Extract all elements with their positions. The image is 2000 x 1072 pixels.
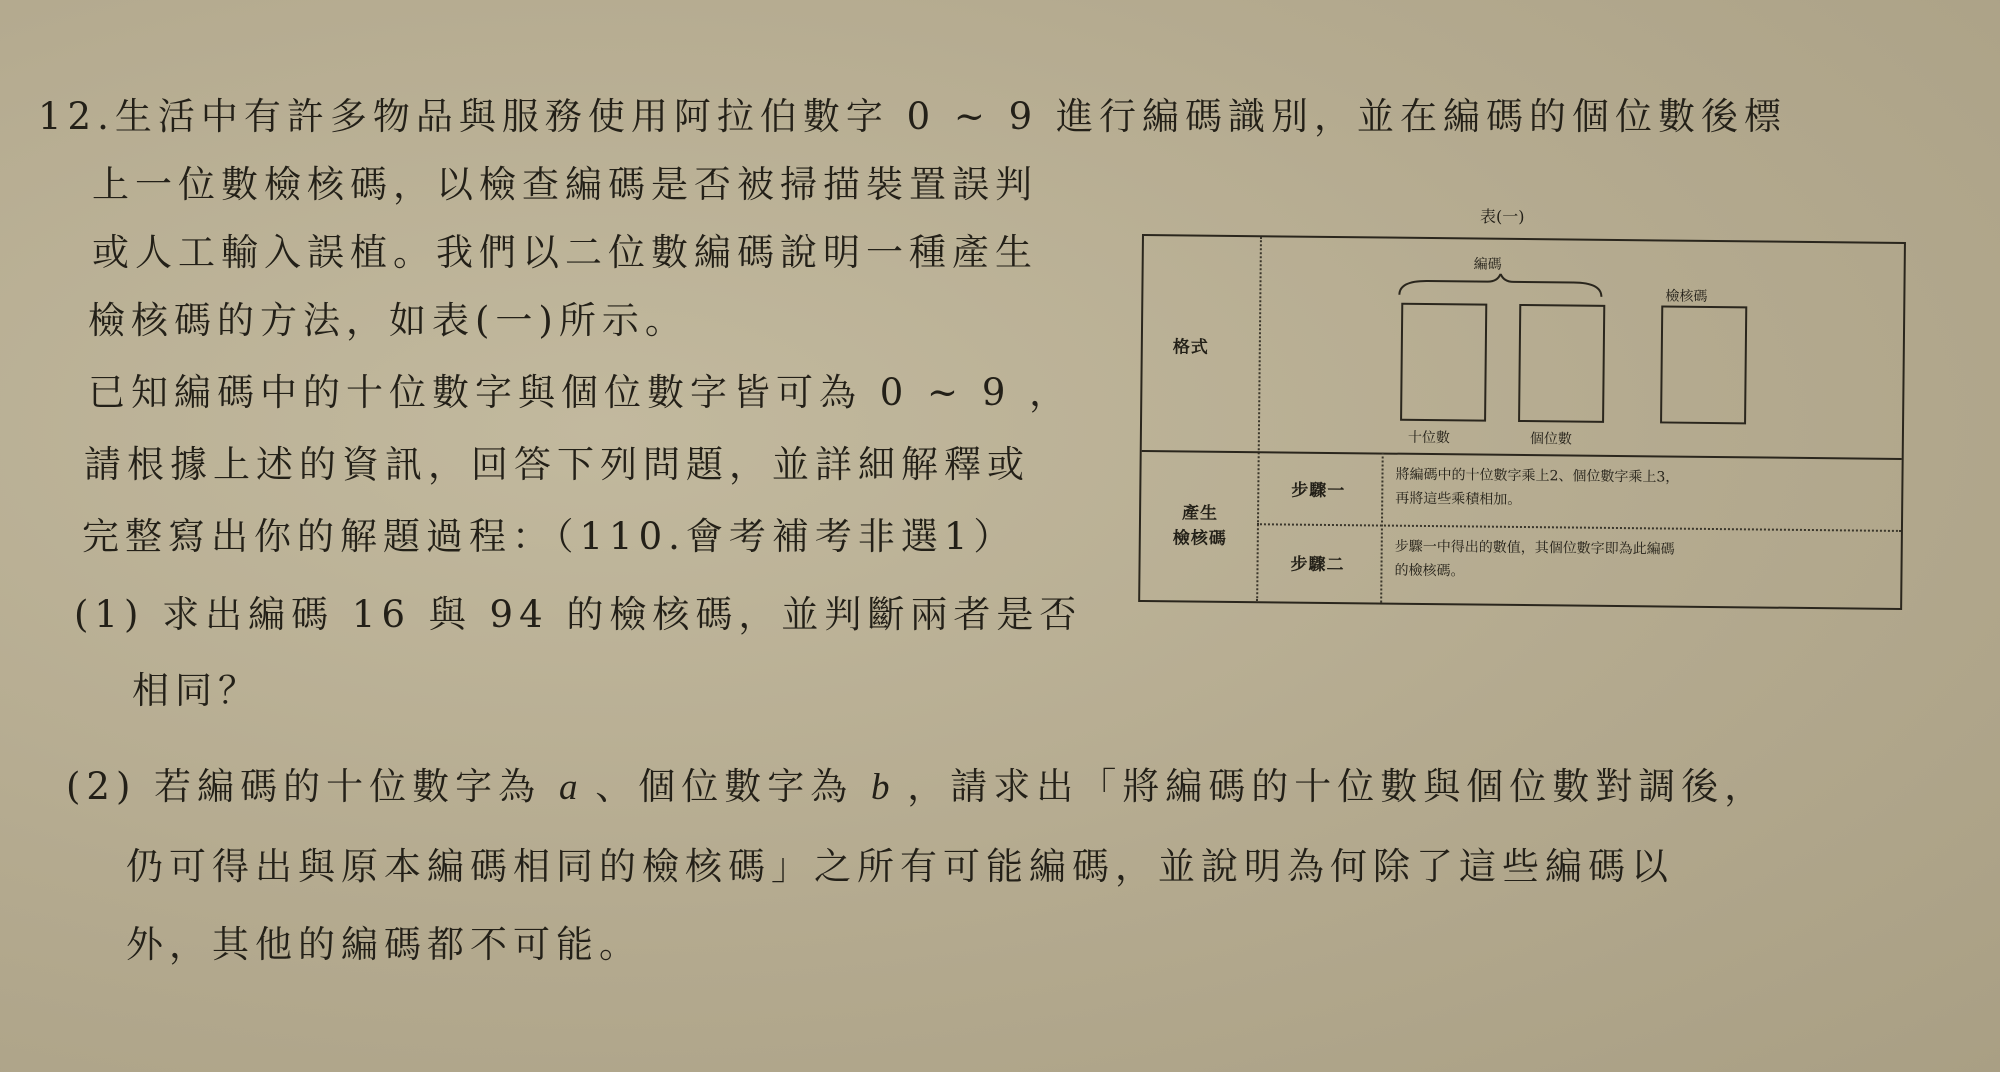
ones-label: 個位數 bbox=[1529, 431, 1572, 448]
question-line-4: 檢核碼的方法，如表(一)所示。 bbox=[88, 299, 688, 342]
part2-line-1-b: 、個位數字為 bbox=[577, 765, 871, 808]
generate-label bbox=[1169, 498, 1232, 549]
question-line-5: 已知編碼中的十位數字與個位數字皆可為 0 ~ 9 ， bbox=[88, 371, 1073, 414]
question-line-2: 上一位數檢核碼，以檢查編碼是否被掃描裝置誤判 bbox=[92, 163, 1038, 206]
tens-digit-box bbox=[1400, 303, 1487, 422]
question-line-6: 請根據上述的資訊，回答下列問題，並詳細解釋或 bbox=[84, 443, 1030, 486]
generate-label-line-2: 檢核碼 bbox=[1172, 528, 1227, 549]
part1-line-1: (1) 求出編碼 16 與 94 的檢核碼，並判斷兩者是否 bbox=[74, 593, 1083, 636]
part2-line-3: 外，其他的編碼都不可能。 bbox=[126, 923, 642, 966]
part2-line-1 bbox=[66, 756, 1767, 810]
code-label: 編碼 bbox=[1473, 256, 1502, 273]
step2-text bbox=[1394, 535, 1674, 586]
part2-line-1-a: (2) 若編碼的十位數字為 bbox=[66, 765, 559, 808]
tens-label: 十位數 bbox=[1407, 429, 1450, 447]
question-line-7: 完整寫出你的解題過程：（110.會考補考非選1） bbox=[82, 515, 1017, 558]
step1-label: 步驟一 bbox=[1291, 480, 1346, 502]
table-step-column-divider bbox=[1380, 453, 1384, 603]
step1-text-line-2: 再將這些乘積相加。 bbox=[1395, 490, 1522, 508]
table-step-divider bbox=[1257, 523, 1901, 532]
step2-text-line-1: 步驟一中得出的數值，其個位數字即為此編碼 bbox=[1394, 538, 1675, 558]
step2-label: 步驟二 bbox=[1290, 554, 1345, 576]
step1-text-line-1: 將編碼中的十位數字乘上2、個位數字乘上3， bbox=[1395, 466, 1680, 486]
table-row-divider bbox=[1142, 450, 1902, 460]
ones-digit-box bbox=[1518, 304, 1605, 423]
question-line-1: 12.生活中有許多物品與服務使用阿拉伯數字 0 ~ 9 進行編碼識別，並在編碼的個位數後標 bbox=[38, 95, 1787, 138]
table-caption: 表(一) bbox=[1480, 207, 1525, 226]
part2-line-1-c: ，請求出「將編碼的十位數與個位數對調後， bbox=[889, 765, 1768, 808]
part1-line-2: 相同？ bbox=[132, 669, 261, 712]
check-digit-box bbox=[1660, 305, 1747, 424]
table-column-divider bbox=[1256, 237, 1262, 601]
generate-label-line-1: 產生 bbox=[1181, 503, 1219, 524]
variable-a: a bbox=[558, 767, 578, 808]
question-line-3: 或人工輸入誤植。我們以二位數編碼說明一種產生 bbox=[92, 231, 1038, 274]
format-label: 格式 bbox=[1172, 337, 1209, 358]
variable-b: b bbox=[870, 767, 890, 808]
check-code-label: 檢核碼 bbox=[1665, 288, 1708, 305]
part2-line-2: 仍可得出與原本編碼相同的檢核碼」之所有可能編碼，並說明為何除了這些編碼以 bbox=[126, 845, 1674, 888]
step1-text bbox=[1395, 463, 1679, 514]
table-1 bbox=[1138, 234, 1906, 610]
brace-icon bbox=[1397, 273, 1603, 299]
step2-text-line-2: 的檢核碼。 bbox=[1394, 562, 1465, 580]
